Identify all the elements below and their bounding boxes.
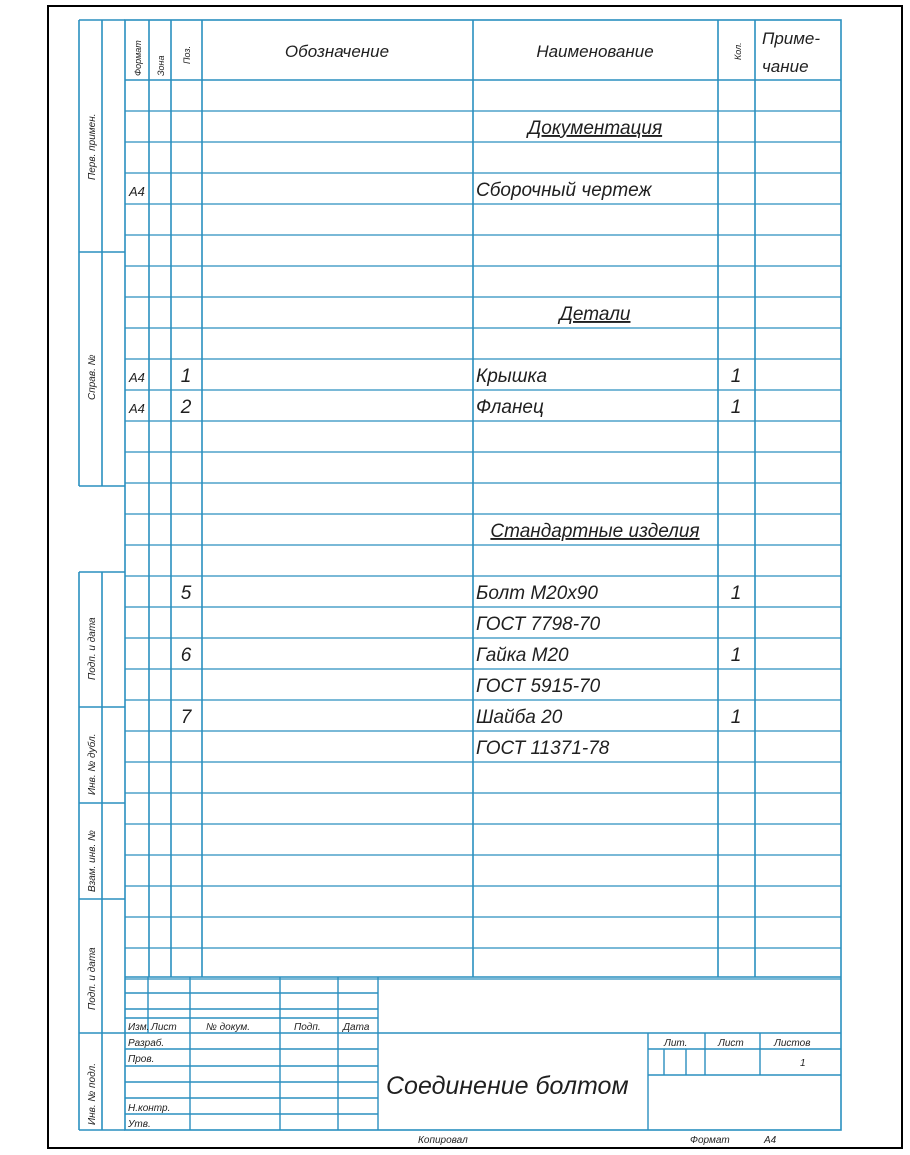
row-name: Фланец xyxy=(476,397,544,418)
table-row xyxy=(490,521,699,542)
row-format: А4 xyxy=(129,370,145,385)
table-row xyxy=(476,614,601,635)
tb-sheets-label: Листов xyxy=(774,1038,811,1049)
footer-format-label: Формат xyxy=(690,1135,730,1146)
tb-date: Дата xyxy=(343,1022,370,1033)
table-row xyxy=(558,304,631,325)
col-note-header-1: Приме- xyxy=(762,29,820,48)
side-orig-inv: Инв. № подл. xyxy=(87,1062,98,1125)
row-pos: 7 xyxy=(180,707,192,728)
tb-title: Соединение болтом xyxy=(386,1072,629,1100)
spec-rows xyxy=(128,118,741,759)
table-row xyxy=(476,676,601,697)
row-qty: 1 xyxy=(730,645,742,666)
tb-sheet-label: Лист xyxy=(718,1038,744,1049)
row-name: ГОСТ 7798-70 xyxy=(476,614,601,635)
side-repl-inv: Взам. инв. № xyxy=(87,830,98,892)
tb-norm-control: Н.контр. xyxy=(128,1103,171,1114)
row-pos: 2 xyxy=(180,397,192,418)
col-note-header-2: чание xyxy=(762,57,809,76)
row-pos: 1 xyxy=(180,366,192,387)
row-name: Болт М20х90 xyxy=(476,583,598,604)
table-row xyxy=(128,397,741,418)
col-pos-header: Поз. xyxy=(182,45,192,64)
row-lines xyxy=(125,111,841,979)
col-qty-header: Кол. xyxy=(733,42,743,60)
tb-lit: Лит. xyxy=(664,1038,688,1049)
tb-sheets-value: 1 xyxy=(800,1058,806,1069)
col-name-header: Наименование xyxy=(536,42,654,61)
tb-change: Изм. xyxy=(128,1022,150,1033)
row-qty: 1 xyxy=(730,366,742,387)
col-format-header: Формат xyxy=(133,40,143,76)
side-sign-date-1: Подп. и дата xyxy=(87,617,98,680)
section-heading: Документация xyxy=(527,118,663,139)
footer-copied: Копировал xyxy=(418,1135,468,1146)
section-heading: Стандартные изделия xyxy=(490,521,700,542)
row-name: ГОСТ 5915-70 xyxy=(476,676,601,697)
side-dup-inv: Инв. № дубл. xyxy=(87,733,98,795)
tb-signature: Подп. xyxy=(294,1022,321,1033)
table-row xyxy=(181,707,742,728)
table-row xyxy=(128,366,741,387)
side-first-use: Перв. примен. xyxy=(87,113,98,180)
main-grid xyxy=(79,20,841,1130)
row-qty: 1 xyxy=(730,583,742,604)
row-qty: 1 xyxy=(730,707,742,728)
row-name: ГОСТ 11371-78 xyxy=(476,738,610,759)
row-name: Гайка М20 xyxy=(476,645,569,666)
col-zone-header: Зона xyxy=(156,55,166,76)
table-row xyxy=(128,180,653,201)
table-row xyxy=(526,118,662,139)
table-row xyxy=(181,645,742,666)
side-sign-date-2: Подп. и дата xyxy=(87,947,98,1010)
tb-checked: Пров. xyxy=(128,1054,155,1065)
row-format: А4 xyxy=(129,401,145,416)
row-pos: 6 xyxy=(180,645,192,666)
tb-approved: Утв. xyxy=(128,1119,151,1130)
row-pos: 5 xyxy=(180,583,192,604)
tb-sheet: Лист xyxy=(151,1022,177,1033)
row-name: Шайба 20 xyxy=(476,707,563,728)
row-name: Крышка xyxy=(476,366,548,387)
title-block-grid xyxy=(125,977,841,1130)
col-designation-header: Обозначение xyxy=(284,42,390,61)
row-qty: 1 xyxy=(730,397,742,418)
row-format: А4 xyxy=(129,184,145,199)
row-name: Сборочный чертеж xyxy=(476,180,652,201)
side-ref-no: Справ. № xyxy=(87,354,98,400)
tb-developed: Разраб. xyxy=(128,1038,165,1049)
table-row xyxy=(181,583,742,604)
section-heading: Детали xyxy=(559,304,631,325)
footer-format-value: А4 xyxy=(764,1135,777,1146)
table-row xyxy=(476,738,610,759)
tb-doc-no: № докум. xyxy=(206,1022,251,1033)
